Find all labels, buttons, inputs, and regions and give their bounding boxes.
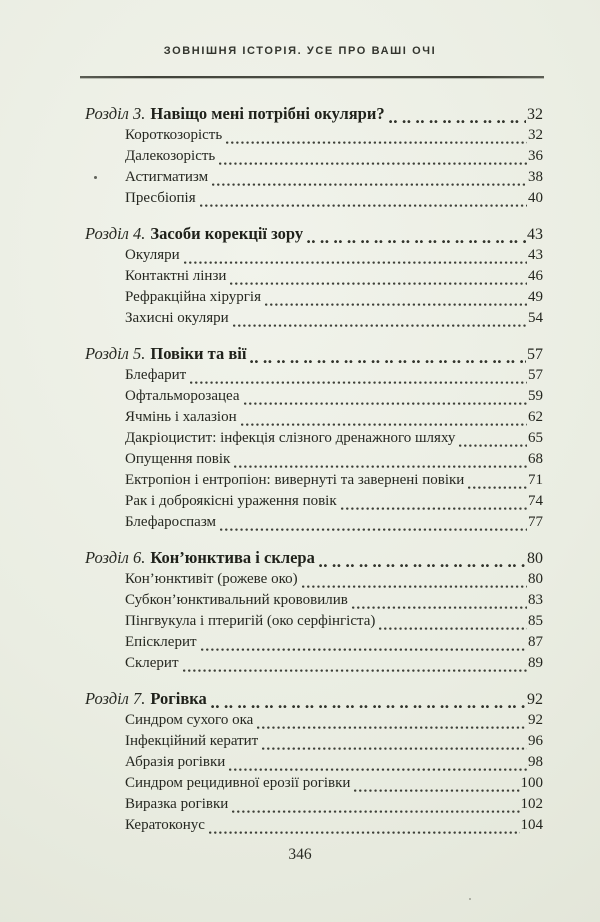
toc-item-row [85, 592, 543, 613]
toc-item-page-number: 71 [528, 472, 543, 488]
toc-chapter-row [85, 224, 543, 247]
chapter-title: Повіки та вії [150, 344, 247, 363]
dot-leader [302, 584, 527, 589]
print-speck [469, 898, 471, 900]
dot-leader [241, 422, 527, 427]
toc-item-row [85, 472, 543, 493]
toc-item-title: Рефракційна хірургія [125, 289, 261, 305]
dot-leader [389, 119, 526, 124]
chapter-title: Навіщо мені потрібні окуляри? [150, 104, 385, 123]
toc-section [85, 344, 543, 535]
dot-leader [244, 401, 527, 406]
toc-item-title: Інфекційний кератит [125, 733, 259, 749]
toc-item-page-number: 92 [528, 712, 543, 728]
running-header: ЗОВНІШНЯ ІСТОРІЯ. УСЕ ПРО ВАШІ ОЧІ [163, 45, 437, 57]
header-rule [80, 76, 544, 78]
dot-leader [232, 809, 519, 814]
toc-item-page-number: 102 [520, 796, 543, 812]
chapter-page-number: 57 [527, 346, 543, 363]
toc-item-title: Астигматизм [125, 169, 209, 185]
toc-item-row [85, 388, 543, 409]
chapter-label: Розділ 7. [85, 689, 146, 708]
toc-item-row [85, 655, 543, 676]
chapter-title: Засоби корекції зору [150, 224, 304, 243]
toc-item-row [85, 127, 543, 148]
chapter-label: Розділ 6. [85, 548, 146, 567]
chapter-page-number: 43 [527, 226, 543, 243]
toc-item-row [85, 367, 543, 388]
dot-leader [200, 203, 527, 208]
toc-item-title: Абразія рогівки [125, 754, 226, 770]
toc-item-page-number: 38 [528, 169, 543, 185]
dot-leader [233, 323, 527, 328]
toc-item-row [85, 514, 543, 535]
toc-item-title: Контактні лінзи [125, 268, 227, 284]
toc-item-page-number: 59 [528, 388, 543, 404]
toc-item-title: Епісклерит [125, 634, 197, 650]
toc-item-title: Синдром рецидивної ерозії рогівки [125, 775, 351, 791]
dot-leader [352, 605, 527, 610]
toc-item-page-number: 80 [528, 571, 543, 587]
toc-section [85, 548, 543, 676]
toc-item-title: Ектропіон і ентропіон: вивернуті та завернені повіки [125, 472, 465, 488]
toc-item-title: Синдром сухого ока [125, 712, 254, 728]
toc-item-page-number: 65 [528, 430, 543, 446]
chapter-page-number: 92 [527, 691, 543, 708]
toc-item-page-number: 98 [528, 754, 543, 770]
dot-leader [183, 668, 527, 673]
toc-section [85, 689, 543, 838]
toc-item-title: Субкон’юнктивальний крововилив [125, 592, 348, 608]
dot-leader [190, 380, 527, 385]
toc-item-page-number: 40 [528, 190, 543, 206]
toc-item-title: Далекозорість [125, 148, 216, 164]
toc-item-page-number: 49 [528, 289, 543, 305]
toc-item-page-number: 77 [528, 514, 543, 530]
dot-leader [262, 746, 527, 751]
toc-item-row [85, 268, 543, 289]
toc-item-page-number: 74 [528, 493, 543, 509]
chapter-label: Розділ 5. [85, 344, 146, 363]
chapter-page-number: 32 [527, 106, 543, 123]
dot-leader [226, 140, 527, 145]
toc-item-title: Блефароспазм [125, 514, 217, 530]
toc-item-title: Захисні окуляри [125, 310, 229, 326]
dot-leader [354, 788, 519, 793]
toc-item-page-number: 89 [528, 655, 543, 671]
toc-item-row [85, 451, 543, 472]
chapter-title: Кон’юнктива і склера [150, 548, 315, 567]
toc-item-row [85, 289, 543, 310]
dot-leader [265, 302, 527, 307]
toc-chapter-row [85, 104, 543, 127]
dot-leader [307, 239, 526, 244]
toc-item-title: Дакріоцистит: інфекція слізного дренажного шляху [125, 430, 456, 446]
dot-leader [184, 260, 527, 265]
toc-section [85, 104, 543, 211]
toc-item-page-number: 46 [528, 268, 543, 284]
dot-leader [219, 161, 527, 166]
toc-item-page-number: 62 [528, 409, 543, 425]
toc-item-row [85, 190, 543, 211]
dot-leader [211, 704, 526, 709]
chapter-title: Рогівка [150, 689, 207, 708]
toc-item-row [85, 775, 543, 796]
toc-item-page-number: 32 [528, 127, 543, 143]
toc-item-page-number: 36 [528, 148, 543, 164]
toc-item-title: Пінгвукула і птеригій (око серфінгіста) [125, 613, 376, 629]
toc-item-title: Опущення повік [125, 451, 231, 467]
toc-item-row [85, 571, 543, 592]
toc-item-row [85, 430, 543, 451]
toc-item-title: Пресбіопія [125, 190, 196, 206]
toc-item-title: Окуляри [125, 247, 180, 263]
chapter-label: Розділ 3. [85, 104, 146, 123]
dot-leader [234, 464, 527, 469]
toc-item-title: Блефарит [125, 367, 187, 383]
toc-item-title: Виразка рогівки [125, 796, 229, 812]
toc-item-page-number: 100 [520, 775, 543, 791]
dot-leader [319, 563, 526, 568]
dot-leader [341, 506, 527, 511]
toc-item-page-number: 104 [520, 817, 543, 833]
dot-leader [220, 527, 527, 532]
toc-item-row [85, 493, 543, 514]
toc-item-row [85, 817, 543, 838]
dot-leader [209, 830, 520, 835]
toc-chapter-row [85, 344, 543, 367]
toc-section [85, 224, 543, 331]
toc-item-page-number: 54 [528, 310, 543, 326]
toc-item-title: Рак і доброякісні ураження повік [125, 493, 337, 509]
toc-item-row [85, 613, 543, 634]
toc-item-title: Кератоконус [125, 817, 205, 833]
toc-item-page-number: 83 [528, 592, 543, 608]
toc-item-title: Склерит [125, 655, 179, 671]
toc-item-title: Ячмінь і халазіон [125, 409, 237, 425]
toc-item-row [85, 796, 543, 817]
toc-item-row [85, 634, 543, 655]
toc-chapter-row [85, 548, 543, 571]
toc-item-row [85, 754, 543, 775]
dot-leader [230, 281, 527, 286]
toc-item-row [85, 247, 543, 268]
chapter-label: Розділ 4. [85, 224, 146, 243]
chapter-page-number: 80 [527, 550, 543, 567]
toc-item-row [85, 733, 543, 754]
toc-item-row [85, 409, 543, 430]
print-speck [94, 176, 97, 179]
toc-chapter-row [85, 689, 543, 712]
dot-leader [250, 359, 526, 364]
toc-item-row [85, 712, 543, 733]
toc-item-row [85, 148, 543, 169]
toc-item-page-number: 57 [528, 367, 543, 383]
toc-item-page-number: 85 [528, 613, 543, 629]
table-of-contents [85, 104, 543, 838]
page-number: 346 [288, 846, 312, 863]
toc-item-page-number: 43 [528, 247, 543, 263]
toc-item-row [85, 169, 543, 190]
dot-leader [201, 647, 527, 652]
toc-item-title: Кон’юнктивіт (рожеве око) [125, 571, 298, 587]
toc-item-page-number: 68 [528, 451, 543, 467]
toc-item-title: Офтальморозацеа [125, 388, 240, 404]
toc-item-page-number: 87 [528, 634, 543, 650]
dot-leader [229, 767, 527, 772]
dot-leader [468, 485, 527, 490]
toc-item-title: Короткозорість [125, 127, 223, 143]
dot-leader [257, 725, 527, 730]
dot-leader [212, 182, 527, 187]
toc-item-page-number: 96 [528, 733, 543, 749]
dot-leader [379, 626, 527, 631]
toc-item-row [85, 310, 543, 331]
dot-leader [459, 443, 527, 448]
